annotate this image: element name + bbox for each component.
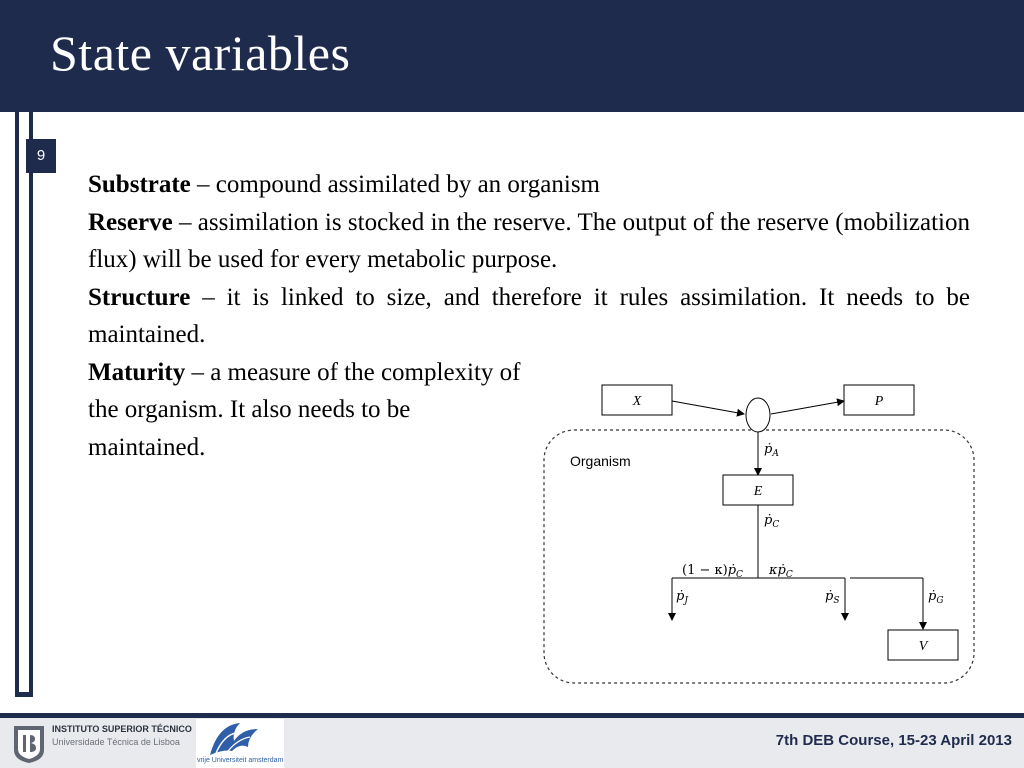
arrow-node-to-p: [771, 401, 844, 414]
flux-one-minus-kappa-label: (1 − κ)ṗ$_C$: [682, 563, 743, 580]
structure-term: Structure: [88, 283, 191, 311]
slide-number: 9: [26, 139, 56, 173]
structure-definition: – it is linked to size, and therefore it rules assimilation. It needs to be maintained.: [88, 283, 970, 348]
substrate-term: Substrate: [88, 171, 191, 198]
flux-g-label: ṗ$_G$: [928, 589, 944, 606]
box-p-label: P: [874, 394, 884, 409]
box-x-label: X: [632, 394, 642, 409]
flux-j-label: ṗ$_J$: [676, 589, 688, 606]
side-bar-inner-top: [19, 0, 29, 112]
reserve-term: Reserve: [88, 208, 173, 236]
structure-paragraph: [88, 279, 970, 354]
reserve-definition: – assimilation is stocked in the reserve. The output of the reserve (mobilization flux) will be used for every metabolic purpose.: [88, 208, 970, 273]
maturity-paragraph: [88, 354, 528, 467]
box-v-label: V: [918, 639, 928, 654]
assimilation-node: [746, 398, 770, 432]
maturity-definition: – a measure of the complexity of the organism. It also needs to be maintained.: [88, 358, 521, 461]
reserve-paragraph: [88, 204, 970, 279]
maturity-term: Maturity: [88, 358, 186, 386]
ist-logo-name: INSTITUTO SUPERIOR TÉCNICO: [52, 724, 192, 734]
side-bar: [15, 0, 33, 697]
box-e-label: E: [753, 484, 763, 499]
flux-kappa-label: κṗ$_C$: [769, 563, 793, 580]
ist-logo-subtitle: Universidade Técnica de Lisboa: [52, 737, 180, 747]
deb-flux-diagram: [540, 378, 980, 688]
vu-logo-text: vrije Universiteit amsterdam: [197, 757, 284, 764]
substrate-paragraph: [88, 166, 970, 204]
flux-a-label: ṗ$_A$: [764, 442, 779, 459]
slide-title: State variables: [50, 25, 351, 81]
flux-c-label: ṗ$_C$: [764, 513, 780, 530]
footer-course-info: 7th DEB Course, 15-23 April 2013: [775, 732, 1012, 749]
substrate-definition: – compound assimilated by an organism: [190, 171, 601, 198]
flux-s-label: ṗ$_S$: [825, 589, 840, 606]
organism-label: Organism: [570, 453, 631, 469]
arrow-x-to-node: [672, 401, 744, 414]
